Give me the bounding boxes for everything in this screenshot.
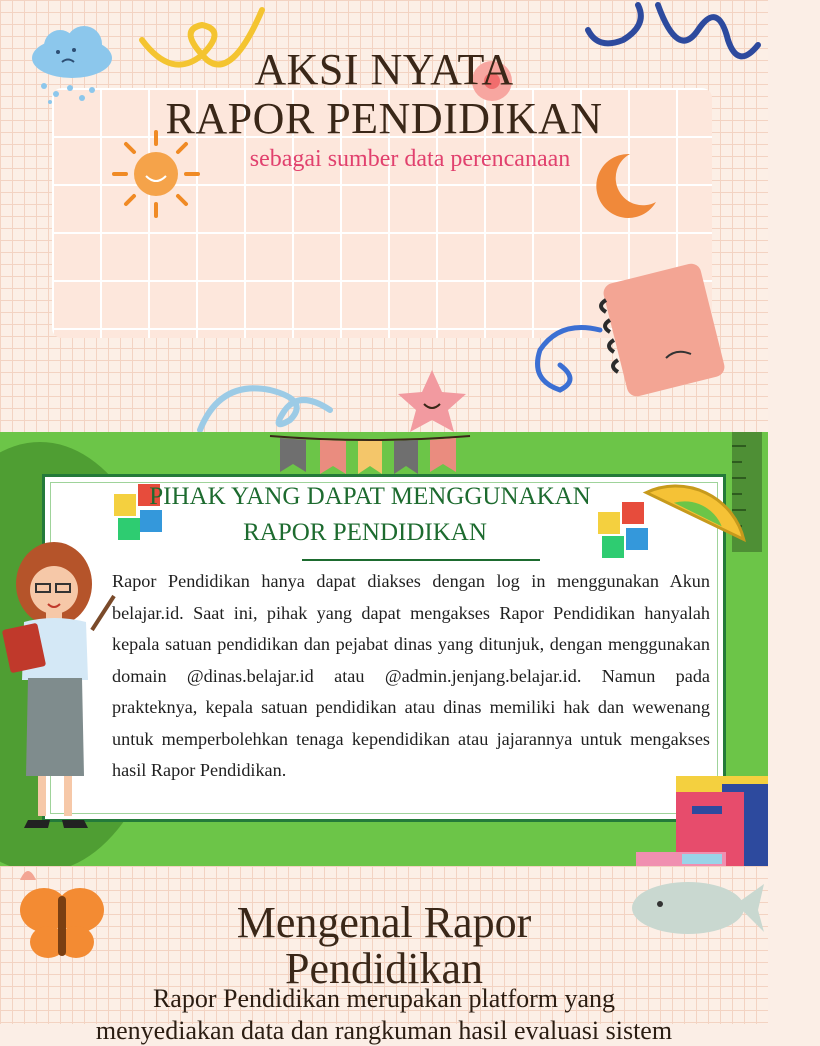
blue-loop-icon	[520, 320, 610, 400]
teacher-illustration-icon	[2, 540, 120, 830]
bunting-flags-icon	[270, 432, 470, 478]
slide2-title-line1: PIHAK YANG DAPAT MENGGUNAKAN	[149, 483, 591, 510]
slide-pihak-pengguna	[0, 432, 768, 866]
slide1-title-line1: AKSI NYATA	[254, 45, 514, 94]
slide1-title-line2: RAPOR PENDIDIKAN	[165, 94, 603, 143]
slide3-body-line1: Rapor Pendidikan merupakan platform yang	[152, 984, 616, 1013]
slide-aksi-nyata	[0, 0, 768, 432]
small-leaf-icon	[18, 866, 38, 882]
slide2-body-text: Rapor Pendidikan hanya dapat diakses dengan log in menggunakan Akun belajar.id. Saat ini, pihak yang dapat mengakses Rapor Pendidikan hanyalah kepala satuan pendidikan dan pejabat dinas yang ditunjuk, dengan menggunakan domain @dinas.belajar.id atau @admin.jenjang.belajar.id. Namun pada prakteknya, kepala satuan pendidikan atau dinas memiliki hak dan wewenang untuk memperbolehkan tenaga kependidikan atau jajarannya untuk mengakses hasil Rapor Pendidikan.	[112, 571, 710, 780]
slide-mengenal-rapor	[0, 866, 768, 1045]
books-icon	[632, 770, 768, 866]
star-icon	[394, 368, 470, 432]
slide1-subtitle: sebagai sumber data perencanaan	[249, 146, 571, 172]
notebook-icon	[596, 258, 726, 398]
blue-swirl-icon	[190, 370, 340, 432]
slide2-title-line2: RAPOR PENDIDIKAN	[243, 519, 487, 546]
slide3-title-line2: Pendidikan	[285, 944, 483, 993]
title-underline	[302, 559, 540, 561]
slide3-body-line2: menyediakan data dan rangkuman hasil evaluasi sistem	[95, 1016, 673, 1045]
slide3-title-line1: Mengenal Rapor	[236, 898, 532, 947]
